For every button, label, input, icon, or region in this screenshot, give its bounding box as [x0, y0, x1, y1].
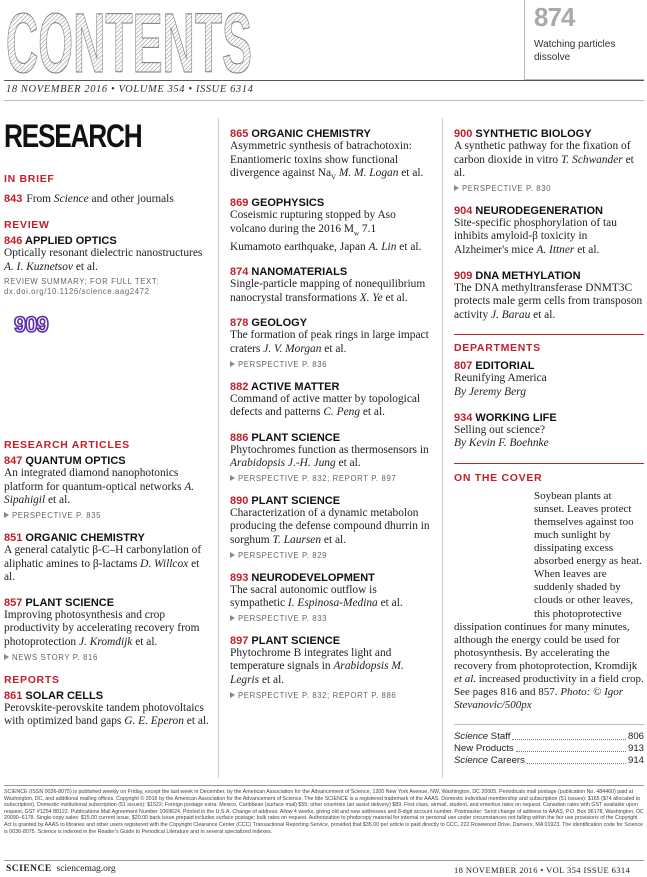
toc-link-em: Science — [454, 755, 489, 767]
research-articles-heading: RESEARCH ARTICLES — [4, 439, 130, 452]
research-title: RESEARCH — [4, 118, 142, 154]
entry-body — [230, 444, 430, 471]
entry-byline: By Jeremy Berg — [454, 385, 526, 398]
triangle-icon — [230, 552, 235, 558]
entry-head — [230, 128, 430, 140]
entry-author: M. Legris — [230, 660, 404, 687]
entry-etal: et al. — [574, 243, 600, 256]
badge-text: 909 — [14, 312, 48, 338]
fineprint-rule — [4, 785, 644, 786]
footer-left — [6, 864, 116, 874]
review-summary-label: REVIEW SUMMARY; FOR FULL TEXT: — [4, 277, 160, 287]
entry-crossref[interactable] — [230, 551, 430, 560]
entry-page: 909 — [454, 269, 473, 282]
cover-description — [454, 490, 644, 713]
entry-text: The sacral autonomic outflow is sympathetic — [230, 583, 377, 610]
entry-author: A. Ittner — [536, 243, 575, 256]
entry-field: EDITORIAL — [475, 360, 535, 373]
toc-link-page: 914 — [627, 755, 644, 767]
entry-author: C. Peng — [323, 406, 361, 419]
cover-text-post: increased productivity in a field crop. See pages 816 and 857. — [454, 673, 644, 699]
issue-line: 18 NOVEMBER 2016 • VOLUME 354 • ISSUE 6314 — [6, 84, 254, 95]
entry-head — [230, 495, 430, 507]
entry-body — [230, 507, 430, 548]
entry-body — [4, 467, 210, 508]
entry-crossref[interactable] — [4, 653, 210, 662]
entry-field: GEOLOGY — [251, 317, 308, 330]
in-brief-heading: IN BRIEF — [4, 173, 55, 185]
column-research — [4, 118, 210, 741]
footer-date: 18 NOVEMBER 2016 • VOL 354 ISSUE 6314 — [454, 865, 631, 875]
triangle-icon — [230, 475, 235, 481]
entry-head — [230, 635, 430, 647]
toc-link-label — [454, 731, 510, 743]
entry-subscript: V — [331, 173, 337, 182]
entry-etal: et al. — [4, 557, 200, 584]
masthead-text: CONTENTS — [6, 0, 252, 80]
entry-text: Command of active matter by topological defects and patterns — [230, 392, 421, 419]
review-entry[interactable] — [4, 235, 210, 296]
entry-text: From — [26, 193, 54, 205]
toc-link-page: 913 — [627, 743, 644, 755]
entry-field: QUANTUM OPTICS — [25, 455, 126, 468]
entry-etal: et al. — [377, 597, 403, 610]
entry-author: J.-H. Jung — [287, 457, 336, 470]
entry-page: 890 — [230, 494, 249, 507]
footer-brand: SCIENCE — [6, 864, 52, 874]
entry-field: PLANT SCIENCE — [251, 431, 341, 444]
in-brief-entry[interactable] — [4, 189, 210, 207]
entry-byline: By Kevin F. Boehnke — [454, 437, 549, 450]
entry-author: J. Barau — [491, 308, 531, 321]
entry-body — [230, 209, 430, 254]
entry-field: PLANT SCIENCE — [251, 634, 341, 647]
entry-page: 843 — [4, 193, 23, 205]
report-entry[interactable] — [230, 381, 430, 420]
toc-link-em: Science — [454, 731, 489, 743]
entry-field: APPLIED OPTICS — [25, 235, 117, 247]
entry-crossref[interactable] — [230, 614, 430, 623]
entry-text: The DNA methyltransferase DNMT3C protects male germ cells from transposon activity — [454, 281, 643, 321]
entry-field: NEURODEGENERATION — [475, 204, 603, 217]
entry-head — [230, 432, 430, 444]
entry-crossref-text: PERSPECTIVE P. 835 — [12, 510, 102, 520]
entry-text: Asymmetric synthesis of batrachotoxin: Enantiomeric toxins show functional divergence against Na — [230, 140, 412, 180]
entry-etal: et al. — [45, 494, 71, 507]
entry-text: An integrated diamond nanophotonics platform for quantum-optical networks — [4, 467, 182, 493]
entry-head — [4, 455, 210, 467]
toc-link-page: 806 — [627, 731, 644, 743]
dna-methylation-badge — [12, 308, 56, 338]
entry-subscript: w — [354, 228, 360, 237]
entry-page: 807 — [454, 360, 473, 373]
entry-body — [230, 647, 430, 688]
entry-author: J. Kromdijk — [79, 635, 133, 648]
entry-head — [454, 360, 644, 372]
entry-text: Selling out science? — [454, 423, 546, 436]
toc-link-row[interactable] — [454, 743, 644, 755]
toc-link-row[interactable] — [454, 731, 644, 743]
report-entry[interactable] — [230, 266, 430, 305]
report-entry[interactable] — [230, 572, 430, 623]
entry-text-cont: 7.1 Kumamoto earthquake, Japan — [230, 222, 377, 253]
entry-head — [454, 412, 644, 424]
entry-author: M. M. Logan — [338, 167, 399, 180]
entry-etal: et al. — [72, 260, 98, 273]
entry-etal: et al. — [454, 153, 634, 180]
entry-page: 869 — [230, 197, 249, 210]
entry-page: 900 — [454, 128, 473, 140]
entry-etal: et al. — [360, 406, 385, 419]
triangle-icon — [4, 654, 9, 660]
research-article-entry[interactable] — [4, 532, 210, 585]
entry-crossref[interactable] — [230, 691, 430, 700]
entry-field: ORGANIC CHEMISTRY — [251, 128, 371, 140]
entry-text: Improving photosynthesis and crop productivity by accelerating recovery from photoprotection — [4, 608, 200, 648]
report-entry[interactable] — [230, 197, 430, 254]
entry-page: 886 — [230, 431, 249, 444]
entry-head — [230, 266, 430, 278]
entry-text-em: Arabidopsis — [333, 660, 389, 673]
entry-etal: et al. — [382, 291, 408, 304]
entry-etal: et al. — [132, 635, 158, 648]
entry-field: ORGANIC CHEMISTRY — [25, 531, 145, 544]
department-entry[interactable] — [454, 360, 644, 399]
cover-teaser-caption: Watching particles dissolve — [534, 39, 616, 63]
entry-crossref-text: PERSPECTIVE P. 832; REPORT P. 886 — [238, 690, 397, 700]
entry-etal: et al. — [321, 534, 347, 547]
triangle-icon — [230, 361, 235, 367]
research-article-entry[interactable] — [4, 597, 210, 662]
cover-text-em: et al. — [454, 673, 476, 686]
review-heading: REVIEW — [4, 219, 50, 231]
entry-page: 934 — [454, 411, 473, 424]
entry-field: PLANT SCIENCE — [251, 494, 341, 507]
entry-crossref-text: PERSPECTIVE P. 829 — [238, 550, 328, 560]
entry-etal: et al. — [335, 457, 361, 470]
toc-link-row[interactable] — [454, 755, 644, 767]
toc-leader-dots — [512, 731, 626, 740]
toc-link-label — [454, 755, 525, 767]
entry-crossref-text: PERSPECTIVE P. 836 — [238, 359, 328, 369]
entry-field: NEURODEVELOPMENT — [251, 571, 375, 584]
entry-etal: et al. — [398, 167, 424, 180]
entry-field: SYNTHETIC BIOLOGY — [475, 128, 592, 140]
entry-text: Single-particle mapping of nonequilibrium nanocrystal transformations — [230, 278, 426, 304]
toc-link-label — [454, 743, 514, 755]
publication-fineprint: SCIENCE (ISSN 0036-8075) is published weekly on Friday, except the last week in December, by the American Association for the Advancement of Science, 1200 New York Avenue, NW, Washington, DC 20005. Periodicals mail postage (publication No. 484460) paid at Washington, DC, and additional mailing offices. Copyright © 2016 by the American Association for the Advancement of Science. The title SCIENCE is a registered trademark of the AAAS. Domestic individual membership and subscription (51 issues): $165 ($74 allocated to subscription). Domestic institutional subscription (51 issues): $1522; Foreign postage extra: Mexico, Caribbean (surface mail) $55; other countries (air assist delivery) $89. First class, airmail, student, and emeritus rates on request. Canadian rates with GST available upon request, GST #1254 88122. Publications Mail Agreement Number 1069624. Printed in the U.S.A. Change of address: Allow 4 weeks, giving old and new addresses and 8-digit account number. Postmaster: Send change of address to AAAS, P.O. Box 96178, Washington, DC 20090–6178. Single-copy sales: $15.00 current issue, $20.00 back issue prepaid includes surface postage; bulk rates on request. Authorization to photocopy material for internal or personal use under circumstances not falling within the fair use provisions of the Copyright Act is granted by AAAS to libraries and other users registered with the Copyright Clearance Center (CCC) Transactional Reporting Service, provided that $35.00 per article is paid directly to CCC, 222 Rosewood Drive, Danvers, MA 01923. The identification code for Science is 0036-8075. Science is indexed in the Reader's Guide to Periodical Literature and in several specialized indexes. — [4, 789, 644, 835]
entry-text: Phytochrome B integrates light and temperature signals in — [230, 646, 392, 673]
report-entry[interactable] — [454, 270, 644, 323]
reports-heading: REPORTS — [4, 673, 60, 686]
entry-author: D. Willcox — [140, 557, 189, 570]
entry-text: and other journals — [88, 193, 174, 205]
entry-crossref[interactable] — [4, 511, 210, 520]
entry-text: Optically resonant dielectric nanostructures — [4, 247, 203, 259]
entry-author: T. Laursen — [272, 534, 322, 547]
review-doi-link[interactable]: dx.doi.org/10.1126/science.aag2472 — [4, 287, 150, 297]
toc-leader-dots — [516, 743, 626, 752]
on-the-cover-heading: ON THE COVER — [454, 471, 543, 484]
entry-etal: et al. — [259, 674, 285, 687]
entry-text: A general catalytic β-C–H carbonylation of aliphatic amines to β-lactams — [4, 543, 202, 570]
triangle-icon — [4, 512, 9, 518]
report-entry[interactable] — [454, 205, 644, 258]
report-entry[interactable] — [454, 128, 644, 193]
entry-etal: et al. — [396, 240, 422, 253]
entry-field: GEOPHYSICS — [251, 197, 325, 210]
toc-link-text: New Products — [454, 743, 514, 755]
footer-site[interactable]: sciencemag.org — [56, 864, 116, 874]
report-entry[interactable] — [230, 495, 430, 560]
entry-crossref-text: NEWS STORY P. 816 — [12, 652, 98, 662]
entry-page: 846 — [4, 235, 23, 247]
department-entry[interactable] — [454, 412, 644, 451]
entry-body — [230, 393, 430, 420]
departments-heading: DEPARTMENTS — [454, 342, 541, 355]
entry-body — [230, 140, 430, 185]
entry-text: A synthetic pathway for the fixation of carbon dioxide in vitro — [454, 140, 631, 166]
entry-body — [454, 217, 644, 258]
entry-body — [230, 329, 430, 356]
entry-author: X. Ye — [359, 291, 383, 304]
entry-head — [4, 597, 210, 609]
entry-etal: et al. — [530, 308, 556, 321]
entry-head — [454, 128, 644, 140]
entry-body — [4, 609, 210, 650]
entry-author: G. E. Eperon — [124, 715, 184, 728]
entry-head — [230, 317, 430, 329]
entry-crossref[interactable] — [230, 474, 430, 483]
entry-head — [230, 197, 430, 209]
cover-image-space — [454, 490, 534, 608]
entry-head — [454, 205, 644, 217]
entry-body — [230, 584, 430, 611]
contents-masthead — [4, 0, 254, 80]
entry-field: DNA METHYLATION — [475, 269, 581, 282]
entry-etal: et al. — [183, 715, 209, 728]
entry-body — [454, 282, 644, 323]
report-entry[interactable] — [230, 432, 430, 483]
entry-page: 857 — [4, 596, 23, 609]
header-rule-2 — [4, 100, 644, 101]
entry-author: I. Espinosa-Medina — [287, 597, 378, 610]
entry-head — [230, 381, 430, 393]
entry-text: Characterization of a dynamic metabolon producing the defense compound dhurrin in sorghum — [230, 506, 430, 547]
column-separator — [218, 118, 219, 778]
triangle-icon — [230, 615, 235, 621]
entry-field: WORKING LIFE — [475, 411, 557, 424]
toc-link-text: Careers — [488, 755, 525, 767]
toc-leader-dots — [527, 755, 626, 764]
entry-author: J. V. Morgan — [263, 342, 322, 355]
footer-rule — [4, 860, 644, 861]
entry-text: Reunifying America — [454, 372, 547, 385]
entry-text: Perovskite-perovskite tandem photovoltaics with optimized band gaps — [4, 701, 204, 728]
column-reports-departments — [454, 128, 644, 767]
entry-field: PLANT SCIENCE — [25, 596, 115, 609]
entry-head — [4, 532, 210, 544]
entry-etal: et al. — [321, 342, 347, 355]
entry-text: The formation of peak rings in large impact craters — [230, 329, 429, 355]
entry-body — [454, 424, 644, 451]
entry-crossref[interactable] — [230, 360, 430, 369]
entry-author: T. Schwander — [560, 153, 623, 166]
research-article-entry[interactable] — [4, 455, 210, 520]
entry-head — [454, 270, 644, 282]
report-entry[interactable] — [4, 690, 210, 729]
footer-right — [454, 864, 647, 876]
triangle-icon — [454, 185, 459, 191]
entry-page: 893 — [230, 571, 249, 584]
report-entry[interactable] — [230, 317, 430, 368]
entry-body — [454, 140, 644, 181]
entry-crossref-text: PERSPECTIVE P. 830 — [462, 183, 552, 193]
entry-text: Site-specific phosphorylation of tau inhibits amyloid-β toxicity in Alzheimer's mice — [454, 216, 617, 256]
report-entry[interactable] — [230, 635, 430, 700]
entry-author: A. Lin — [368, 240, 397, 253]
entry-field: NANOMATERIALS — [251, 266, 348, 279]
entry-text-em: Science — [53, 193, 89, 205]
entry-page: 897 — [230, 634, 249, 647]
entry-body — [4, 544, 210, 585]
column-reports — [230, 128, 430, 712]
header-rule — [4, 80, 644, 81]
entry-text: Phytochromes function as thermosensors in — [230, 443, 429, 456]
cover-teaser-page[interactable]: 874 — [534, 2, 575, 32]
column-separator — [442, 118, 443, 778]
entry-text-em: Arabidopsis — [230, 457, 286, 470]
entry-page: 882 — [230, 380, 249, 393]
entry-text: Coseismic rupturing stopped by Aso volcano during the 2016 M — [230, 209, 396, 235]
report-entry[interactable] — [230, 128, 430, 185]
entry-crossref-text: PERSPECTIVE P. 833 — [238, 613, 328, 623]
entry-body — [454, 372, 644, 399]
entry-page: 878 — [230, 317, 249, 330]
cover-text: Soybean plants at sunset. Leaves protect themselves against too much sunlight by dissipating excess absorbed energy as heat. When leaves are suddenly shaded by clouds or other leaves, this photoprotective dissipation continues for many minutes, although the energy could be used for photosynthesis. By accelerating the recovery from photoprotection, Kromdijk — [454, 489, 642, 672]
entry-page: 904 — [454, 204, 473, 217]
triangle-icon — [230, 692, 235, 698]
entry-page: 847 — [4, 455, 23, 468]
entry-field: SOLAR CELLS — [25, 689, 104, 702]
entry-crossref[interactable] — [454, 184, 644, 193]
entry-page: 865 — [230, 128, 249, 140]
toc-link-text: Staff — [488, 731, 511, 743]
entry-author: A. I. Kuznetsov — [4, 260, 73, 273]
entry-page: 874 — [230, 266, 249, 279]
entry-page: 851 — [4, 531, 23, 544]
entry-page: 861 — [4, 689, 23, 702]
entry-author: A. Sipahigil — [4, 480, 195, 507]
entry-crossref-text: PERSPECTIVE P. 832; REPORT P. 897 — [238, 473, 397, 483]
cover-photo-credit: Photo: © Igor Stevanovic/500px — [454, 686, 624, 712]
entry-field: ACTIVE MATTER — [251, 380, 340, 393]
entry-body — [230, 278, 430, 305]
entry-head — [230, 572, 430, 584]
